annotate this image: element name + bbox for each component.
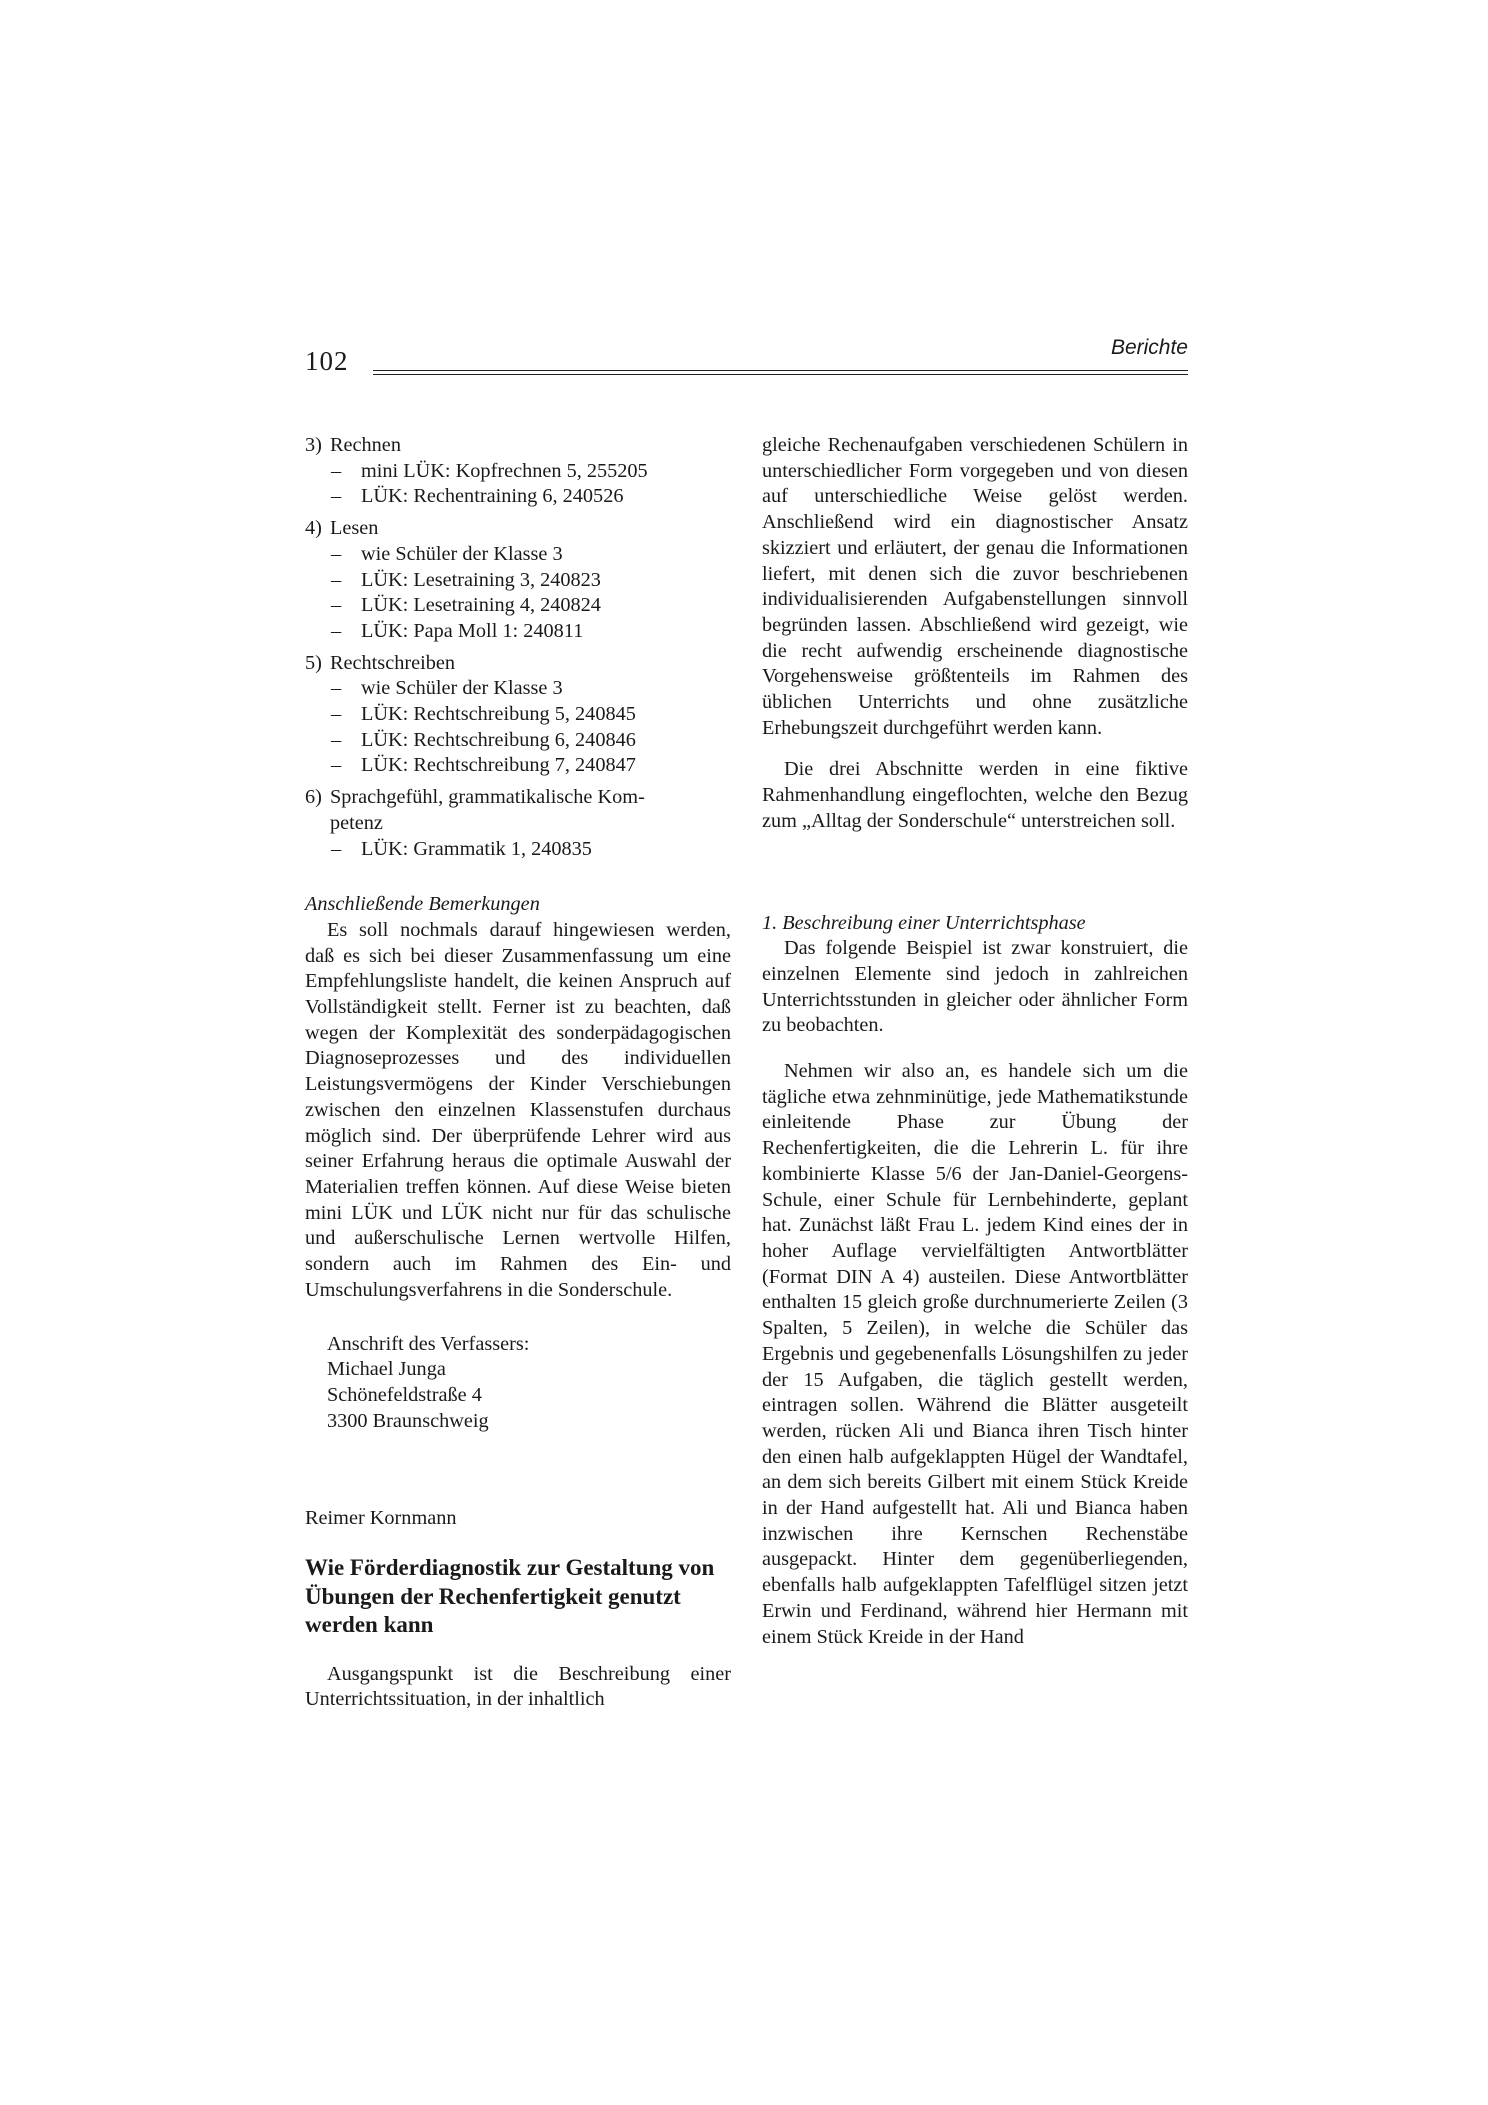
list-number: 5) [305, 651, 322, 674]
remarks-paragraph: Es soll nochmals darauf hingewiesen werden, daß es sich bei dieser Zusammenfassung um eine Empfehlungsliste handelt, die keinen Anspruch auf Vollständigkeit stellt. Ferner ist zu beachten, daß wegen der Komplexität des sonderpädagogischen Diagnoseprozesses und des individuellen Leistungsvermögens der Kinder Verschiebungen zwischen den einzelnen Klassenstufen durchaus möglich sind. Der überprüfende Lehrer wird aus seiner Erfahrung heraus die optimale Auswahl der Materialien treffen können. Auf diese Weise bieten mini LÜK und LÜK nicht nur für das schulische und außerschulische Lernen wertvolle Hilfen, sondern auch im Rahmen des Ein- und Umschulungsverfahrens in die Sonderschule. [305, 918, 731, 1301]
list-item-text: mini LÜK: Kopfrechnen 5, 255205 [361, 459, 648, 482]
address-label: Anschrift des Verfassers: [327, 1332, 530, 1355]
list-item-text: LÜK: Rechtschreibung 7, 240847 [361, 754, 636, 777]
list-item [329, 542, 731, 568]
list-title-continuation: petenz [330, 811, 383, 834]
list-item [329, 568, 731, 594]
list-item [329, 728, 731, 754]
list-number: 3) [305, 434, 322, 456]
dash-bullet: – [331, 703, 342, 726]
header-rule [373, 370, 1188, 375]
list-item [329, 702, 731, 728]
dash-bullet: – [331, 485, 342, 508]
list-title: Rechnen [330, 434, 401, 456]
dash-bullet: – [331, 594, 342, 617]
recommendation-lists [305, 433, 731, 862]
list-title: Rechtschreiben [330, 651, 456, 674]
list-item-text: LÜK: Lesetraining 4, 240824 [361, 594, 601, 617]
page-number: 102 [305, 346, 349, 376]
dash-bullet: – [331, 728, 342, 751]
list-block [305, 433, 731, 510]
dash-bullet: – [331, 542, 342, 565]
remarks-heading: Anschließende Bemerkungen [305, 893, 540, 916]
list-number: 4) [305, 517, 322, 540]
list-item [329, 753, 731, 779]
author-address [327, 1332, 731, 1435]
list-item-text: wie Schüler der Klasse 3 [361, 542, 563, 565]
paragraph-4: Nehmen wir also an, es handele sich um die tägliche etwa zehnminütige, jede Mathematikstunde einleitende Phase zur Übung der Rechenfertigkeiten, die die Lehrerin L. für ihre kombinierte Klasse 5/6 der Jan-Daniel-Georgens-Schule, einer Schule für Lernbehinderte, geplant hat. Zunächst läßt Frau L. jedem Kind eines der in hoher Auflage vervielfältigten Antwortblätter (Format DIN A 4) austeilen. Diese Antwortblätter enthalten 15 gleich große durchnumerierte Zeilen (3 Spalten, 5 Zeilen), in welche die Schüler das Ergebnis und gegebenenfalls Lösungshilfen zu jeder der 15 Aufgaben, die täglich gestellt werden, eintragen sollen. Während die Blätter ausgeteilt werden, rücken Ali und Bianca ihren Tisch hinter den einen halb aufgeklappten Hügel der Wandtafel, an dem sich bereits Gilbert mit einem Stück Kreide in der Hand aufgestellt hat. Ali und Bianca haben inzwischen ihre Kernschen Rechenstäbe ausgepackt. Hinter dem gegenüberliegenden, ebenfalls halb aufgeklappten Tafelflügel sitzen jetzt Erwin und Ferdinand, während hier Hermann mit einem Stück Kreide in der Hand [762, 1060, 1188, 1648]
list-items [305, 676, 731, 779]
list-item [329, 619, 731, 645]
paragraph-3: Das folgende Beispiel ist zwar konstruiert, die einzelnen Elemente sind jedoch in zahlreichen Unterrichtsstunden in gleicher oder ähnlicher Form zu beobachten. [762, 937, 1188, 1037]
list-title: Lesen [330, 517, 379, 540]
list-number: 6) [305, 786, 322, 809]
paragraph-1: gleiche Rechenaufgaben verschiedenen Schülern in unterschiedlicher Form vorgegeben und von diesen auf unterschiedliche Weise gelöst werden. Anschließend wird ein diagnostischer Ansatz skizziert und erläutert, der genau die Informationen liefert, mit denen sich die zuvor beschriebenen individualisierenden Aufgabenstellungen sinnvoll begründen lassen. Abschließend wird gezeigt, wie die recht aufwendig erscheinende diagnostische Vorgehensweise größtenteils im Rahmen des üblichen Unterrichts und ohne zusätzliche Erhebungszeit durchgeführt werden kann. [762, 434, 1188, 739]
dash-bullet: – [331, 677, 342, 700]
list-block [305, 516, 731, 645]
list-block [305, 785, 731, 862]
dash-bullet: – [331, 754, 342, 777]
list-block [305, 651, 731, 780]
list-item-text: LÜK: Rechentraining 6, 240526 [361, 485, 624, 508]
dash-bullet: – [331, 619, 342, 642]
address-name: Michael Junga [327, 1358, 446, 1381]
running-header: Berichte [1110, 336, 1188, 359]
list-item-text: LÜK: Rechtschreibung 6, 240846 [361, 728, 636, 751]
list-item-text: LÜK: Rechtschreibung 5, 240845 [361, 703, 636, 726]
intro-paragraph: Ausgangspunkt ist die Beschreibung einer Unterrichtssituation, in der inhaltlich [305, 1662, 731, 1711]
list-item-text: LÜK: Grammatik 1, 240835 [361, 837, 592, 860]
list-item-text: LÜK: Papa Moll 1: 240811 [361, 619, 584, 642]
dash-bullet: – [331, 568, 342, 591]
list-item [329, 459, 731, 485]
list-title: Sprachgefühl, grammatikalische Kom- [330, 786, 645, 809]
list-heading [305, 516, 731, 542]
address-city: 3300 Braunschweig [327, 1409, 489, 1432]
list-item [329, 484, 731, 510]
dash-bullet: – [331, 837, 342, 860]
list-items [305, 837, 731, 863]
list-item-text: LÜK: Lesetraining 3, 240823 [361, 568, 601, 591]
list-items [305, 459, 731, 510]
dash-bullet: – [331, 459, 342, 482]
section-heading: 1. Beschreibung einer Unterrichtsphase [762, 911, 1086, 934]
list-heading [305, 785, 731, 811]
right-column [762, 433, 1188, 1650]
article-title: Wie Förderdiagnostik zur Gestaltung von Übungen der Rechenfertigkeit genutzt werden kann [305, 1555, 715, 1638]
list-heading [305, 433, 731, 459]
address-street: Schönefeldstraße 4 [327, 1383, 482, 1406]
list-item [329, 676, 731, 702]
list-item [329, 837, 731, 863]
list-item-text: wie Schüler der Klasse 3 [361, 677, 563, 700]
list-item [329, 593, 731, 619]
article-author: Reimer Kornmann [305, 1507, 457, 1530]
list-heading [305, 651, 731, 677]
paragraph-2: Die drei Abschnitte werden in eine fiktive Rahmenhandlung eingeflochten, welche den Bezug zum „Alltag der Sonderschule“ unterstreichen soll. [762, 758, 1188, 832]
list-items [305, 542, 731, 645]
left-column [305, 433, 731, 1713]
